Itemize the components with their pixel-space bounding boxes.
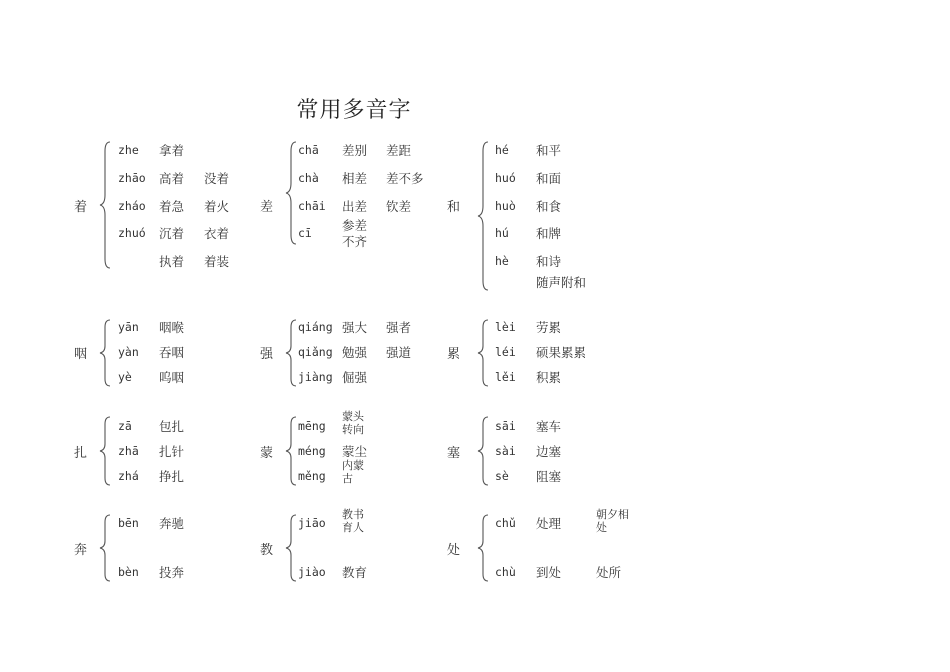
word: 差不多 bbox=[386, 171, 424, 186]
word: 扎针 bbox=[159, 444, 185, 459]
pinyin: zhā bbox=[118, 444, 139, 458]
pinyin: yè bbox=[118, 370, 132, 384]
pinyin: chāi bbox=[298, 199, 326, 213]
pinyin: bēn bbox=[118, 516, 139, 530]
word: 着急 bbox=[159, 199, 185, 214]
word: 沉着 bbox=[159, 226, 185, 241]
word: 没着 bbox=[204, 171, 230, 186]
pinyin: zhe bbox=[118, 143, 139, 157]
word: 内蒙 bbox=[342, 459, 364, 472]
brace bbox=[476, 514, 492, 582]
pinyin: qiáng bbox=[298, 320, 333, 334]
pinyin: cī bbox=[298, 226, 312, 240]
word: 倔强 bbox=[342, 370, 368, 385]
word: 强者 bbox=[386, 320, 412, 335]
word: 钦差 bbox=[386, 199, 412, 214]
pinyin: sè bbox=[495, 469, 509, 483]
pinyin: zhāo bbox=[118, 171, 146, 185]
word-continued: 古 bbox=[342, 472, 353, 485]
pinyin: měng bbox=[298, 469, 326, 483]
pinyin: zhuó bbox=[118, 226, 146, 240]
word: 包扎 bbox=[159, 419, 185, 434]
word: 衣着 bbox=[204, 226, 230, 241]
word: 差别 bbox=[342, 143, 368, 158]
pinyin: hé bbox=[495, 143, 509, 157]
pinyin: bèn bbox=[118, 565, 139, 579]
brace bbox=[98, 416, 114, 486]
word: 挣扎 bbox=[159, 469, 185, 484]
brace bbox=[98, 141, 114, 269]
pinyin: lěi bbox=[495, 370, 516, 384]
pinyin: huò bbox=[495, 199, 516, 213]
pinyin: chǔ bbox=[495, 516, 516, 530]
word: 教书 bbox=[342, 508, 364, 521]
word: 处理 bbox=[536, 516, 562, 531]
word-continued: 处 bbox=[596, 521, 607, 534]
polyphone-char: 咽 bbox=[74, 347, 88, 362]
word: 随声附和 bbox=[536, 275, 587, 290]
word: 朝夕相 bbox=[596, 508, 629, 521]
polyphone-char: 着 bbox=[74, 200, 88, 215]
word: 处所 bbox=[596, 565, 622, 580]
word: 着装 bbox=[204, 254, 230, 269]
word: 教育 bbox=[342, 565, 368, 580]
pinyin: méng bbox=[298, 444, 326, 458]
pinyin: chà bbox=[298, 171, 319, 185]
word: 蒙头 bbox=[342, 410, 364, 423]
pinyin: zháo bbox=[118, 199, 146, 213]
pinyin: hè bbox=[495, 254, 509, 268]
pinyin: lèi bbox=[495, 320, 516, 334]
word: 执着 bbox=[159, 254, 185, 269]
pinyin: huó bbox=[495, 171, 516, 185]
word-continued: 转向 bbox=[342, 423, 364, 436]
pinyin: léi bbox=[495, 345, 516, 359]
polyphone-char: 塞 bbox=[447, 446, 461, 461]
word: 奔驰 bbox=[159, 516, 185, 531]
pinyin: zhá bbox=[118, 469, 139, 483]
page-title: 常用多音字 bbox=[296, 98, 412, 123]
word: 边塞 bbox=[536, 444, 562, 459]
word: 勉强 bbox=[342, 345, 368, 360]
word: 投奔 bbox=[159, 565, 185, 580]
word: 积累 bbox=[536, 370, 562, 385]
polyphone-char: 蒙 bbox=[260, 446, 274, 461]
pinyin: chā bbox=[298, 143, 319, 157]
pinyin: sài bbox=[495, 444, 516, 458]
pinyin: jiàng bbox=[298, 370, 333, 384]
word-continued: 育人 bbox=[342, 521, 364, 534]
pinyin: yān bbox=[118, 320, 139, 334]
word: 拿着 bbox=[159, 143, 185, 158]
brace bbox=[476, 416, 492, 486]
word: 和食 bbox=[536, 199, 562, 214]
pinyin: jiāo bbox=[298, 516, 326, 530]
pinyin: sāi bbox=[495, 419, 516, 433]
word: 和面 bbox=[536, 171, 562, 186]
word: 咽喉 bbox=[159, 320, 185, 335]
pinyin: qiǎng bbox=[298, 345, 333, 359]
pinyin: zā bbox=[118, 419, 132, 433]
word: 参差 bbox=[342, 218, 368, 233]
brace bbox=[476, 141, 492, 291]
word: 阻塞 bbox=[536, 469, 562, 484]
pinyin: hú bbox=[495, 226, 509, 240]
word: 吞咽 bbox=[159, 345, 185, 360]
word: 强大 bbox=[342, 320, 368, 335]
polyphone-char: 强 bbox=[260, 347, 274, 362]
polyphone-char: 处 bbox=[447, 543, 461, 558]
pinyin: mēng bbox=[298, 419, 326, 433]
word: 高着 bbox=[159, 171, 185, 186]
word: 出差 bbox=[342, 199, 368, 214]
polyphone-char: 累 bbox=[447, 347, 461, 362]
word: 蒙尘 bbox=[342, 444, 368, 459]
brace bbox=[476, 319, 492, 387]
word: 和平 bbox=[536, 143, 562, 158]
pinyin: yàn bbox=[118, 345, 139, 359]
polyphone-char: 教 bbox=[260, 543, 274, 558]
polyphone-char: 奔 bbox=[74, 543, 88, 558]
word: 和诗 bbox=[536, 254, 562, 269]
word: 强道 bbox=[386, 345, 412, 360]
word: 呜咽 bbox=[159, 370, 185, 385]
brace bbox=[98, 319, 114, 387]
word: 相差 bbox=[342, 171, 368, 186]
pinyin: jiào bbox=[298, 565, 326, 579]
word: 塞车 bbox=[536, 419, 562, 434]
word: 劳累 bbox=[536, 320, 562, 335]
brace bbox=[98, 514, 114, 582]
polyphone-char: 和 bbox=[447, 200, 461, 215]
word: 着火 bbox=[204, 199, 230, 214]
polyphone-char: 差 bbox=[260, 200, 274, 215]
word: 硕果累累 bbox=[536, 345, 587, 360]
polyphone-char: 扎 bbox=[74, 446, 88, 461]
word-continued: 不齐 bbox=[342, 234, 368, 249]
pinyin: chù bbox=[495, 565, 516, 579]
word: 到处 bbox=[536, 565, 562, 580]
word: 和牌 bbox=[536, 226, 562, 241]
word: 差距 bbox=[386, 143, 412, 158]
